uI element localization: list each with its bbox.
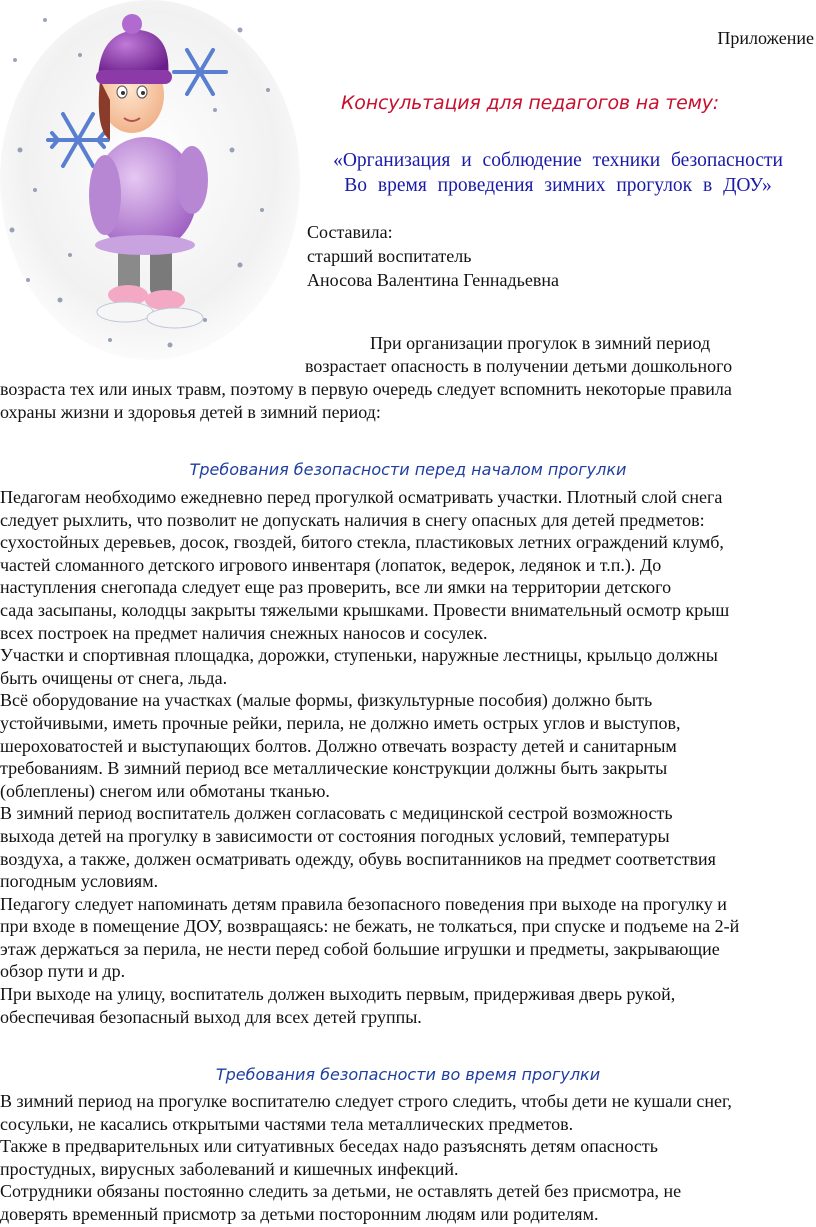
body-line: погодным условиям.	[0, 871, 159, 892]
body-line: устойчивыми, иметь прочные рейки, перила, не должно иметь острых углов и выступов,	[0, 712, 681, 733]
body-line: (облеплены) снегом или обмотаны тканью.	[0, 780, 330, 801]
body-line: При выходе на улицу, воспитатель должен выходить первым, придерживая дверь рукой,	[0, 984, 676, 1005]
section-body-before-walk	[0, 486, 816, 1028]
author-label: Составила:	[307, 222, 393, 242]
body-line: этаж держаться за перила, не нести перед собой большие игрушки и предметы, закрывающие	[0, 938, 720, 959]
body-line: В зимний период воспитатель должен согласовать с медицинской сестрой возможность	[0, 803, 673, 824]
author-name: Аносова Валентина Геннадьевна	[307, 270, 559, 290]
winter-girl-illustration	[0, 0, 300, 360]
topic-title	[300, 148, 816, 198]
intro-paragraph	[0, 332, 816, 424]
body-line: выхода детей на прогулку в зависимости от состояния погодных условий, температуры	[0, 825, 670, 846]
body-line: обзор пути и др.	[0, 961, 126, 982]
section-title-before-walk: Требования безопасности перед началом прогулки	[189, 460, 627, 479]
body-line: наступления снегопада следует еще раз проверить, все ли ямки на территории детского	[0, 577, 672, 598]
body-line: В зимний период на прогулке воспитателю следует строго следить, чтобы дети не кушали снег,	[0, 1091, 732, 1111]
intro-line: возрастает опасность в получении детьми дошкольного	[305, 356, 733, 376]
body-line: следует рыхлить, что позволит не допускать наличия в снегу опасных для детей предметов:	[0, 509, 705, 530]
body-line: обеспечивая безопасный выход для всех детей группы.	[0, 1006, 422, 1027]
body-line: шероховатостей и выступающих болтов. Должно отвечать возрасту детей и санитарным	[0, 735, 677, 756]
section-title-during-walk: Требования безопасности во время прогулки	[215, 1065, 601, 1084]
intro-line: охраны жизни и здоровья детей в зимний период:	[0, 402, 381, 422]
topic-line: Во время проведения зимних прогулок в ДОУ»	[344, 175, 772, 196]
body-line: Также в предварительных или ситуативных беседах надо разъяснять детям опасность	[0, 1136, 658, 1157]
body-line: сухостойных деревьев, досок, гвоздей, битого стекла, пластиковых летних ограждений клумб,	[0, 532, 724, 553]
body-line: при входе в помещение ДОУ, возвращаясь: не бежать, не толкаться, при спуске и подъеме на 2-й	[0, 916, 740, 937]
body-line: воздуха, а также, должен осматривать одежду, обувь воспитанников на предмет соответствия	[0, 848, 716, 869]
body-line: быть очищены от снега, льда.	[0, 667, 228, 688]
body-line: Участки и спортивная площадка, дорожки, ступеньки, наружные лестницы, крыльцо должны	[0, 645, 718, 666]
body-line: сосульки, не касались открытыми частями тела металлических предметов.	[0, 1113, 574, 1134]
section-body-during-walk	[0, 1090, 816, 1226]
body-line: Всё оборудование на участках (малые формы, физкультурные пособия) должно быть	[0, 690, 653, 711]
body-line: Педагогу следует напоминать детям правила безопасного поведения при выходе на прогулку и	[0, 893, 727, 914]
body-line: требованиям. В зимний период все металлические конструкции должны быть закрыты	[0, 758, 668, 779]
author-position: старший воспитатель	[307, 246, 472, 266]
intro-line: возраста тех или иных травм, поэтому в первую очередь следует вспомнить некоторые правила	[0, 379, 732, 399]
body-line: Педагогам необходимо ежедневно перед прогулкой осматривать участки. Плотный слой снега	[0, 487, 723, 507]
author-block	[307, 220, 559, 292]
appendix-label: Приложение	[717, 28, 814, 48]
body-line: сада засыпаны, колодцы закрыты тяжелыми крышками. Провести внимательный осмотр крыш	[0, 599, 730, 620]
body-line: всех построек на предмет наличия снежных наносов и сосулек.	[0, 622, 488, 643]
intro-line: При организации прогулок в зимний период	[370, 333, 711, 353]
body-line: частей сломанного детского игрового инвентаря (лопаток, ведерок, ледянок и т.п.). До	[0, 554, 662, 575]
topic-line: «Организация и соблюдение техники безопасности	[333, 150, 783, 171]
body-line: простудных, вирусных заболеваний и кишечных инфекций.	[0, 1158, 459, 1179]
body-line: доверять временный присмотр за детьми посторонним людям или родителям.	[0, 1203, 599, 1224]
consultation-title: Консультация для педагогов на тему:	[341, 92, 719, 114]
body-line: Сотрудники обязаны постоянно следить за детьми, не оставлять детей без присмотра, не	[0, 1181, 682, 1202]
